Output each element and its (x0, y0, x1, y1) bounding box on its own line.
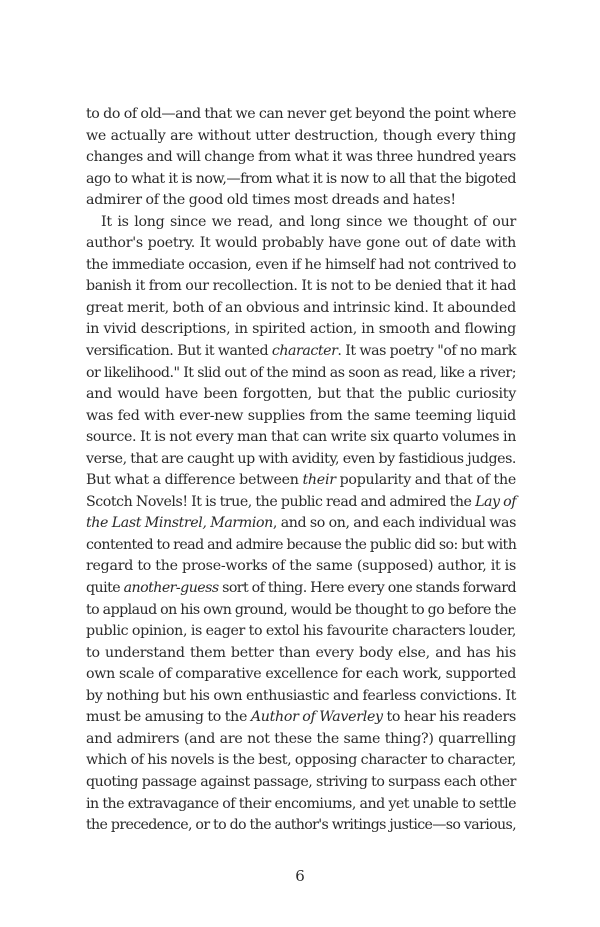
text-run: ago to what it is now,—from what it is now to all that the bigoted (86, 170, 516, 187)
text-run: to hear his readers (382, 709, 516, 726)
text-line (86, 556, 516, 578)
text-line (86, 643, 516, 665)
text-line (86, 427, 516, 449)
text-run: was fed with ever-new supplies from the same teeming liquid (86, 407, 516, 424)
text-line (86, 363, 516, 385)
text-run: great merit, both of an obvious and intrinsic kind. It abounded (86, 299, 516, 316)
text-line (86, 384, 516, 406)
italic-text: their (302, 472, 336, 489)
text-line (86, 707, 516, 729)
text-run: or likelihood." It slid out of the mind as soon as read, like a river; (86, 364, 516, 381)
text-line (86, 212, 516, 234)
text-run: and admirers (and are not these the same thing?) quarrelling (86, 730, 516, 747)
text-line (86, 147, 516, 169)
text-run: admirer of the good old times most dreads and hates! (86, 192, 456, 209)
text-line (86, 729, 516, 751)
italic-text: the Last Minstrel, Marmion (86, 515, 273, 532)
paragraph (86, 212, 516, 837)
text-run: quoting passage against passage, striving to surpass each other (86, 773, 516, 790)
text-run: contented to read and admire because the public did so: but with (86, 536, 517, 553)
text-run: banish it from our recollection. It is not to be denied that it had (86, 278, 516, 295)
text-line (86, 772, 516, 794)
text-run: sort of thing. Here every one stands forward (218, 580, 516, 597)
text-run: in the extravagance of their encomiums, and yet unable to settle (86, 795, 516, 812)
text-line (86, 664, 516, 686)
text-run: . It was poetry "of no mark (337, 343, 517, 360)
text-run: changes and will change from what it was three hundred years (86, 149, 516, 166)
text-run: But what a difference between (86, 472, 303, 489)
text-run: which of his novels is the best, opposing character to character, (86, 752, 516, 769)
italic-text: another-guess (123, 580, 219, 597)
italic-text: Lay of (475, 493, 517, 510)
text-line (86, 578, 516, 600)
body-text (86, 104, 516, 837)
text-line (86, 686, 516, 708)
text-line (86, 535, 516, 557)
text-line (86, 621, 516, 643)
text-run: source. It is not every man that can write six quarto volumes in (86, 429, 516, 446)
text-line (86, 319, 516, 341)
text-line (86, 276, 516, 298)
text-run: author's poetry. It would probably have gone out of date with (86, 235, 516, 252)
text-run: the precedence, or to do the author's writings justice—so various, (86, 817, 516, 834)
text-line (86, 600, 516, 622)
text-run: to applaud on his own ground, would be thought to go before the (86, 601, 516, 618)
text-line (86, 126, 516, 148)
page-number: 6 (295, 867, 305, 885)
text-line (86, 298, 516, 320)
text-run: , and so on, and each individual was (272, 515, 516, 532)
text-run: popularity and that of the (335, 472, 516, 489)
text-line (86, 513, 516, 535)
text-run: and would have been forgotten, but that the public curiosity (86, 386, 516, 403)
text-run: It is long since we read, and long since we thought of our (101, 213, 516, 230)
text-line (86, 449, 516, 471)
text-run: versification. But it wanted (86, 343, 272, 360)
text-line (86, 406, 516, 428)
text-line (86, 255, 516, 277)
italic-text: Author of Waverley (250, 709, 383, 726)
text-line (86, 750, 516, 772)
text-line (86, 233, 516, 255)
text-run: must be amusing to the (86, 709, 251, 726)
text-run: Scotch Novels! It is true, the public read and admired the (86, 493, 476, 510)
text-run: verse, that are caught up with avidity, even by fastidious judges. (86, 450, 516, 467)
text-run: by nothing but his own enthusiastic and fearless convictions. It (86, 687, 516, 704)
text-run: we actually are without utter destruction, though every thing (86, 127, 516, 144)
text-line (86, 341, 516, 363)
text-line (86, 492, 516, 514)
text-run: public opinion, is eager to extol his favourite characters louder, (86, 623, 516, 640)
text-line (86, 104, 516, 126)
text-run: to understand them better than every body else, and has his (86, 644, 516, 661)
text-run: in vivid descriptions, in spirited action, in smooth and flowing (86, 321, 516, 338)
text-run: to do of old—and that we can never get beyond the point where (86, 106, 516, 122)
text-line (86, 190, 516, 212)
text-run: regard to the prose-works of the same (supposed) author, it is (86, 558, 516, 575)
text-line (86, 169, 516, 191)
text-run: the immediate occasion, even if he himself had not contrived to (86, 256, 516, 273)
text-line (86, 815, 516, 837)
paragraph (86, 104, 516, 212)
italic-text: character (271, 343, 338, 360)
text-run: quite (86, 580, 124, 597)
text-run: own scale of comparative excellence for each work, supported (86, 666, 516, 683)
text-line (86, 794, 516, 816)
text-line (86, 470, 516, 492)
